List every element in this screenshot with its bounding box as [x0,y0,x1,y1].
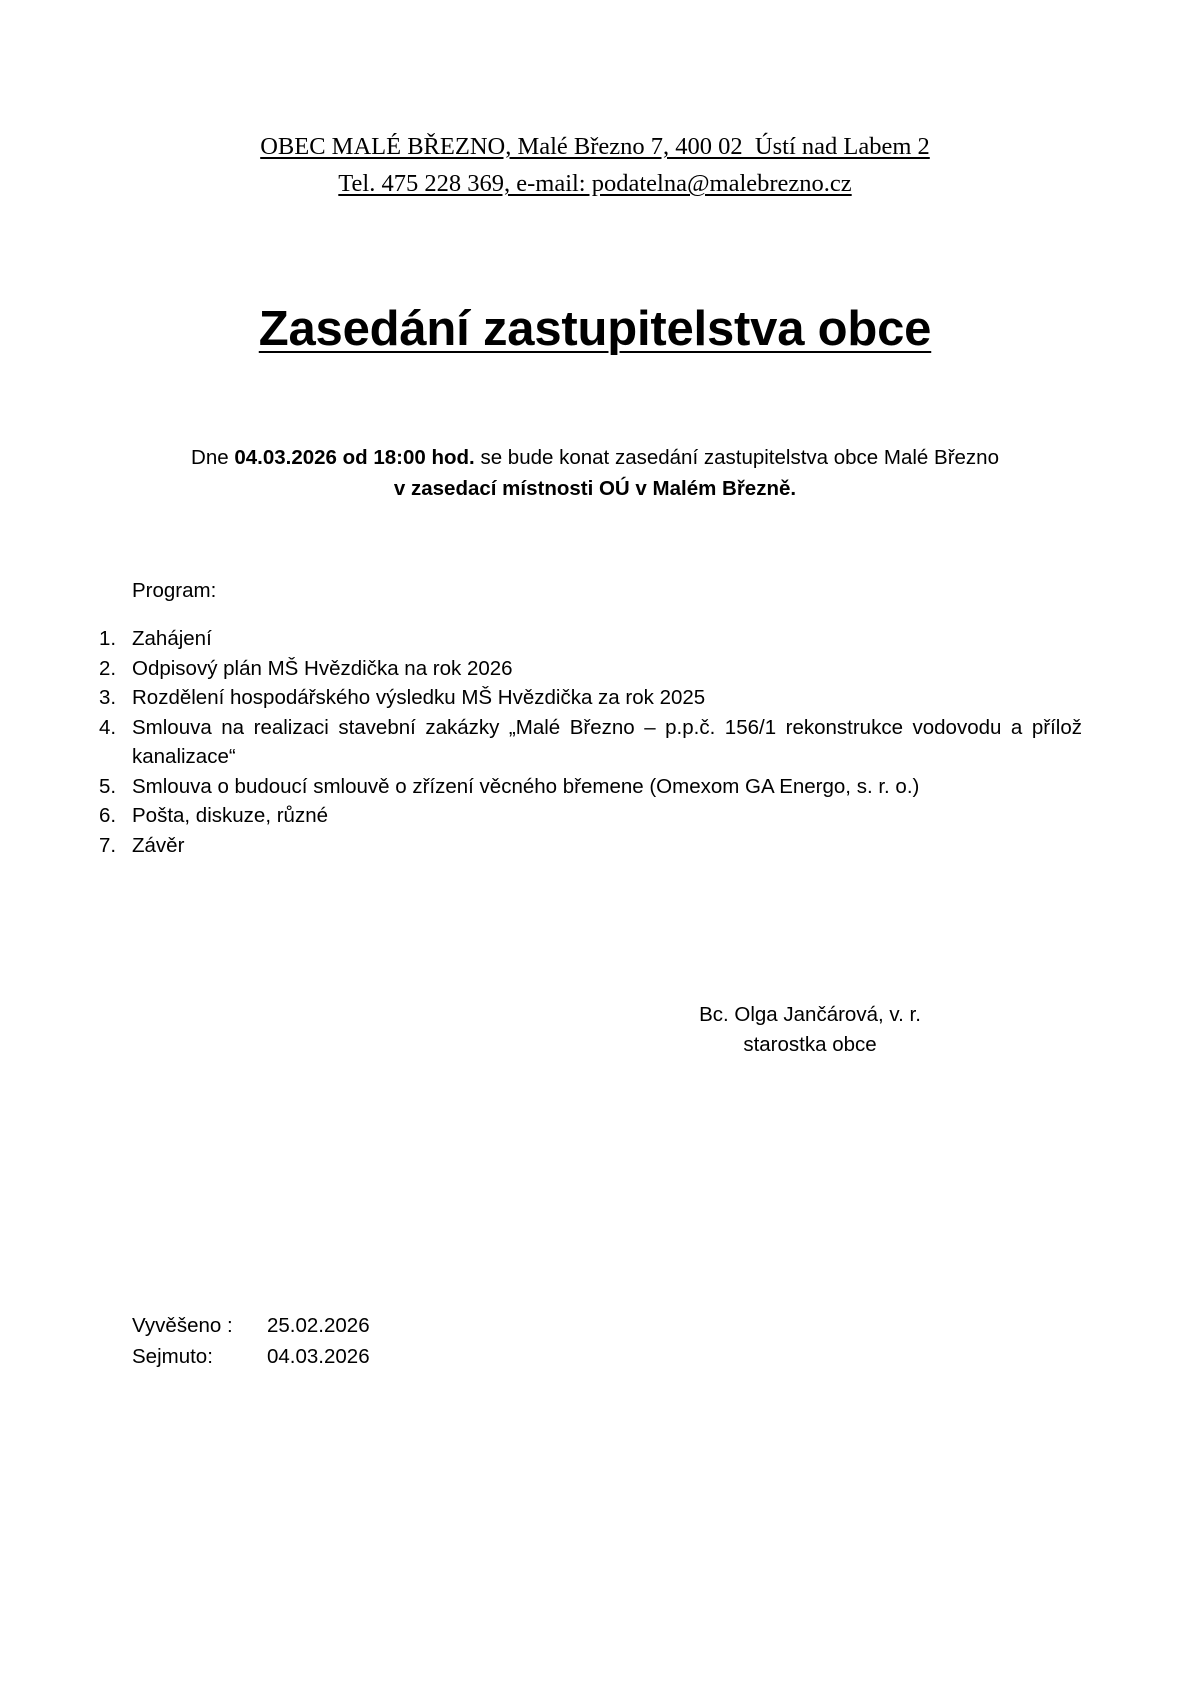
posted-row [132,1310,370,1341]
list-item [96,831,1086,861]
list-item-text: Zahájení [132,627,212,650]
list-item [96,713,1086,772]
page-title-text: Zasedání zastupitelstva obce [258,302,932,357]
letterhead [0,128,1190,202]
list-item [96,654,1086,684]
letterhead-contact: Tel. 475 228 369, e-mail: podatelna@malebrezno.cz [338,170,852,197]
list-item-number: 2. [99,656,117,680]
list-item-number: 3. [99,686,117,709]
posting-dates [132,1310,370,1372]
letterhead-contact-row [0,165,1190,202]
list-item-text: Smlouva o budoucí smlouvě o zřízení věcného břemene (Omexom GA Energo, s. r. o.) [132,774,920,798]
signature-block [560,1000,1060,1060]
letterhead-address-row [0,128,1190,165]
signature-role: starostka obce [743,1033,877,1056]
announcement-datetime: 04.03.2026 od 18:00 hod. [234,445,475,469]
posted-label: Vyvěšeno : [132,1314,233,1337]
list-item-number: 4. [99,715,117,739]
list-item-text: Rozdělení hospodářského výsledku MŠ Hvězdička za rok 2025 [132,686,706,709]
announcement-suffix: se bude konat zasedání zastupitelstva obce Malé Březno [474,445,999,469]
program-label: Program: [132,579,217,602]
list-item-text: Pošta, diskuze, různé [132,804,328,827]
announcement-prefix: Dne [191,445,235,469]
list-item-number: 1. [99,627,117,650]
page-title [0,301,1190,357]
list-item [96,683,1086,713]
list-item-text: Odpisový plán MŠ Hvězdička na rok 2026 [132,656,513,680]
removed-label: Sejmuto: [132,1345,213,1368]
list-item-text: Závěr [132,833,185,857]
letterhead-address: OBEC MALÉ BŘEZNO, Malé Březno 7, 400 02 Ústí nad Labem 2 [260,133,930,160]
list-item-text: Smlouva na realizaci stavební zakázky „Malé Březno – p.p.č. 156/1 rekonstrukce vodovodu a přílož kanalizace“ [132,715,1082,768]
program-list [96,624,1086,860]
list-item-number: 5. [99,774,117,798]
signature-name: Bc. Olga Jančárová, v. r. [699,1003,921,1026]
list-item-number: 6. [99,804,117,827]
removed-date: 04.03.2026 [267,1345,370,1368]
announcement-location: v zasedací místnosti OÚ v Malém Březně. [393,476,797,500]
posted-date: 25.02.2026 [267,1314,370,1337]
list-item [96,772,1086,802]
list-item [96,624,1086,654]
list-item-number: 7. [99,833,117,857]
removed-row [132,1341,370,1372]
announcement-paragraph [132,442,1058,504]
list-item [96,801,1086,831]
